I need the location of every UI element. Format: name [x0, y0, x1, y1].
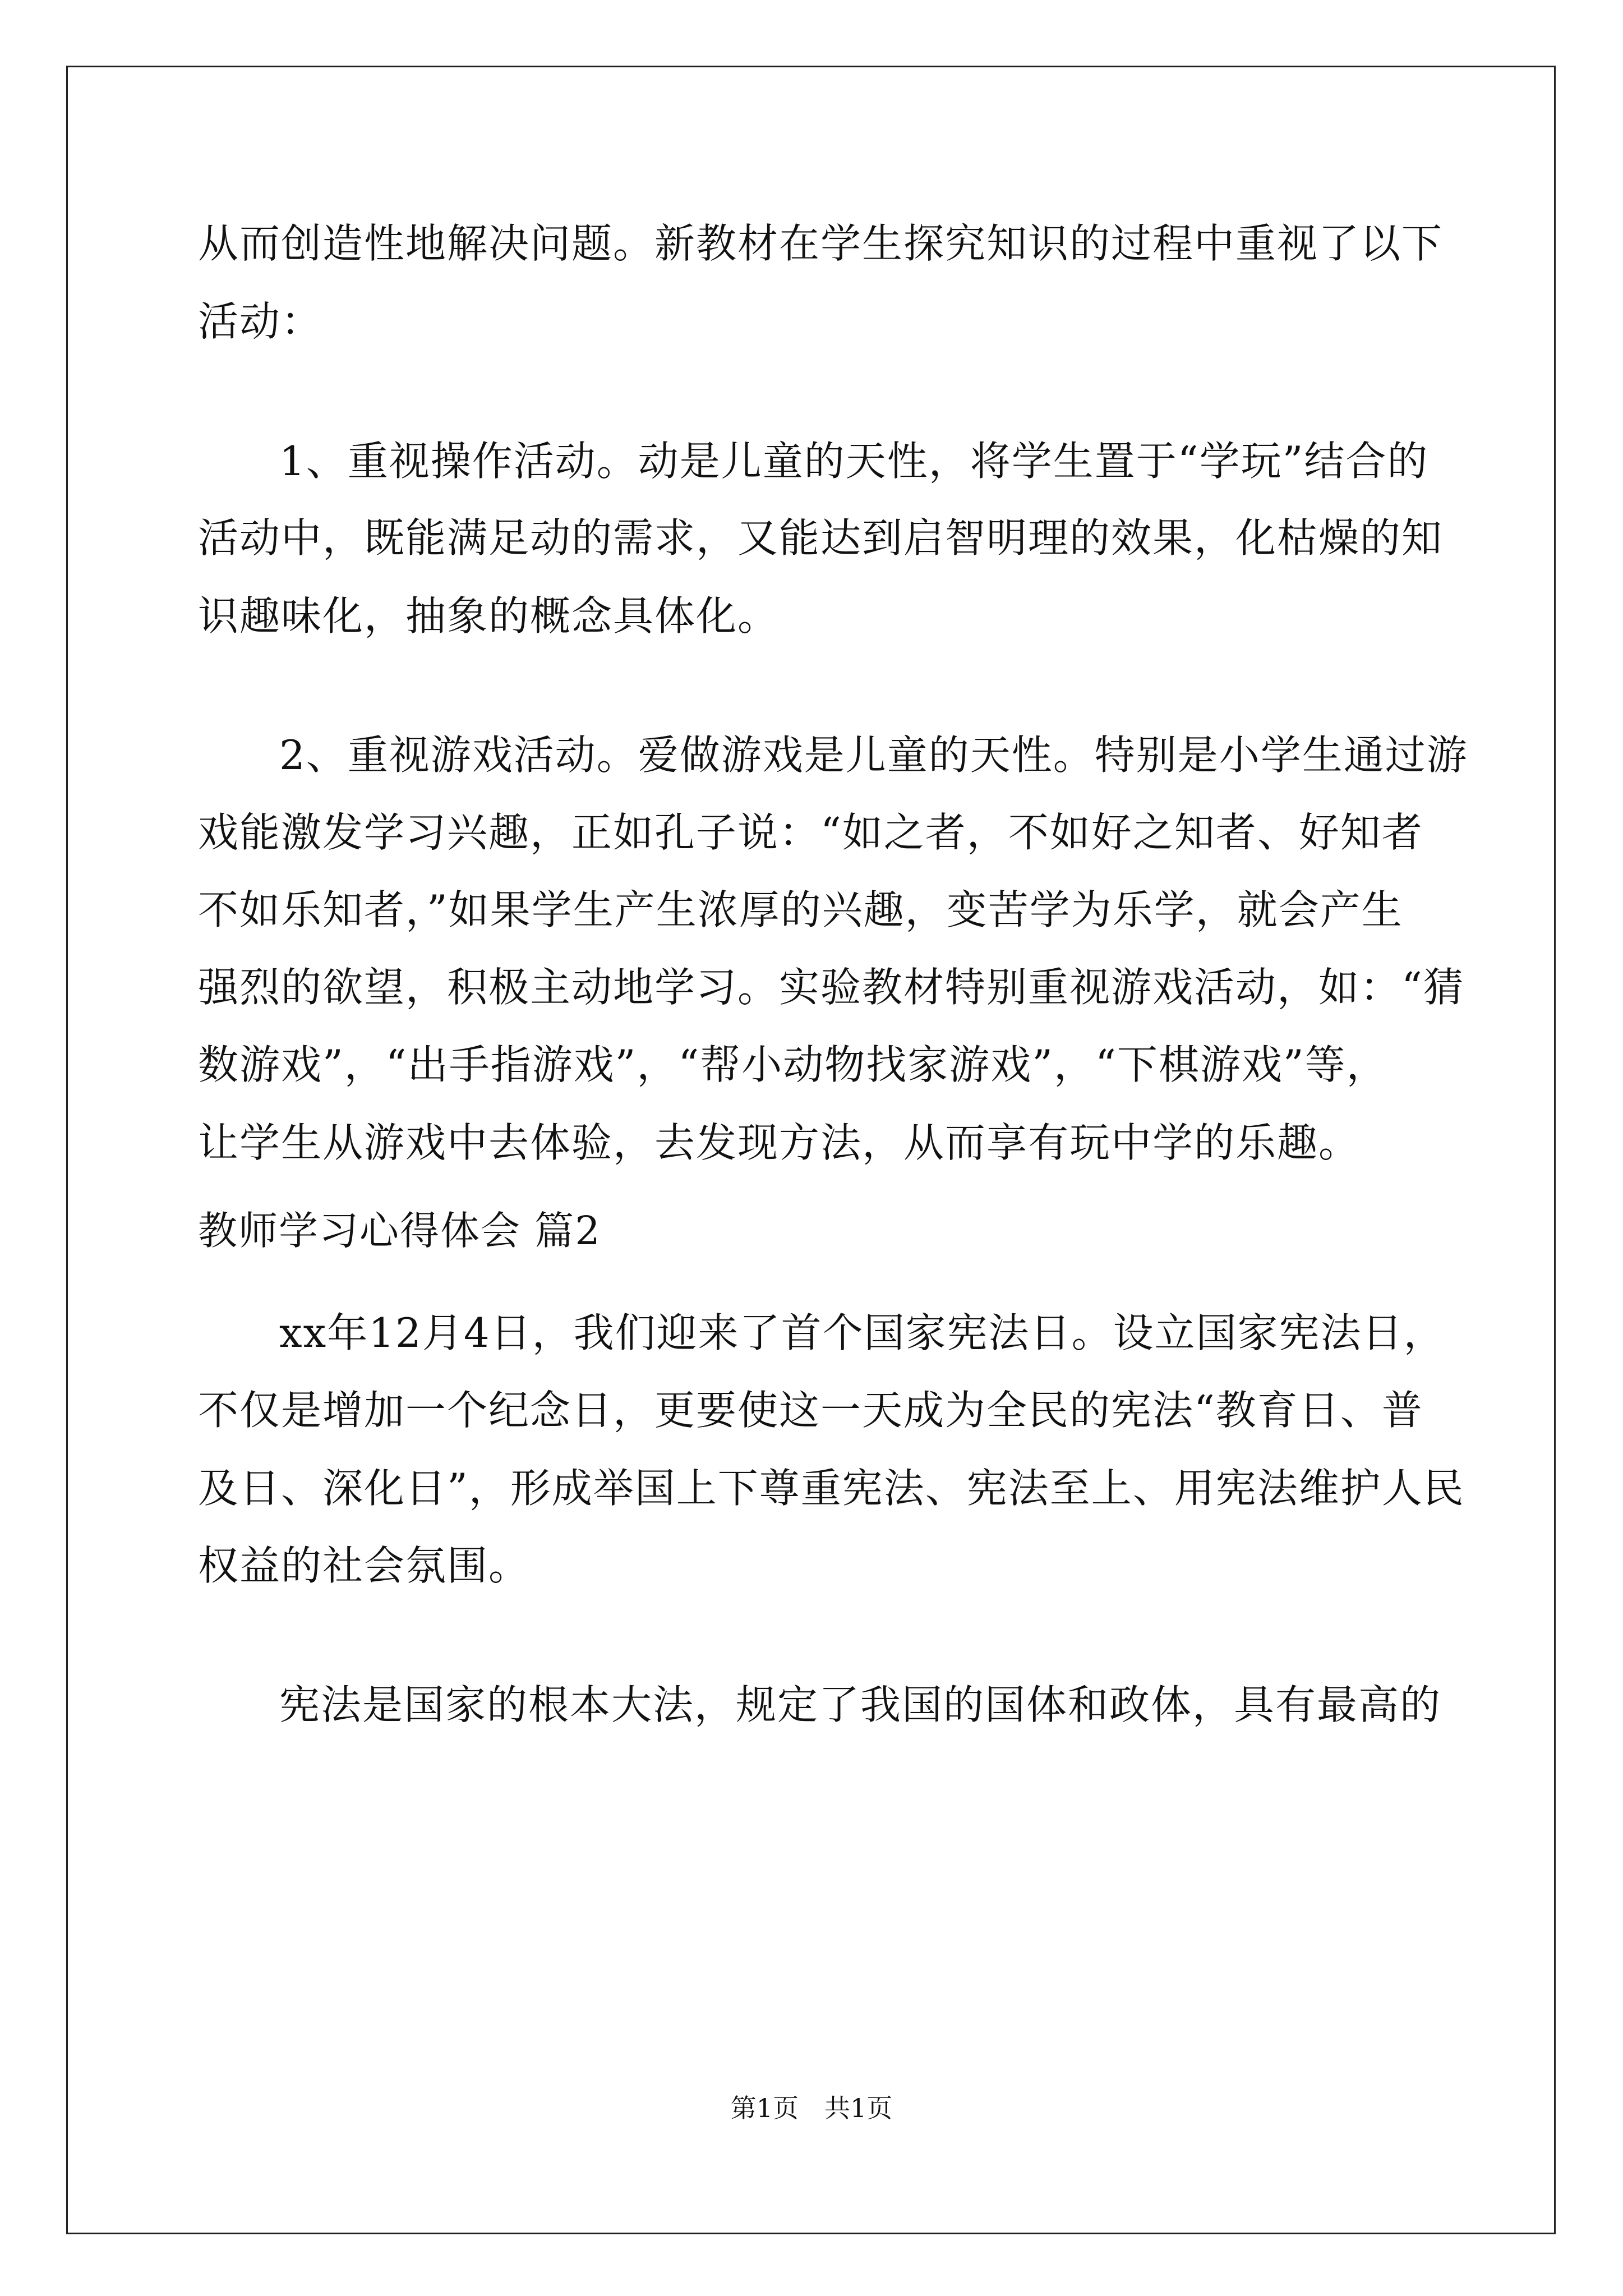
text-line: 强烈的欲望，积极主动地学习。实验教材特别重视游戏活动，如：“猜 — [198, 964, 1465, 1011]
section-heading: 教师学习心得体会 篇2 — [198, 1208, 601, 1254]
text-line: 1、重视操作活动。动是儿童的天性，将学生置于“学玩”结合的 — [279, 438, 1429, 485]
text-line: 2、重视游戏活动。爱做游戏是儿童的天性。特别是小学生通过游 — [279, 731, 1468, 779]
text-line: 不仅是增加一个纪念日，更要使这一天成为全民的宪法“教育日、普 — [198, 1387, 1423, 1434]
text-line: 识趣味化，抽象的概念具体化。 — [198, 592, 780, 639]
text-line: 活动中，既能满足动的需求，又能达到启智明理的效果，化枯燥的知 — [198, 514, 1444, 562]
text-line: 从而创造性地解决问题。新教材在学生探究知识的过程中重视了以下 — [198, 220, 1444, 267]
text-line: 戏能激发学习兴趣，正如孔子说：“如之者，不如好之知者、好知者 — [198, 809, 1423, 856]
text-line: 宪法是国家的根本大法，规定了我国的国体和政体，具有最高的 — [279, 1681, 1442, 1728]
text-line: xx年12月4日，我们迎来了首个国家宪法日。设立国家宪法日， — [279, 1309, 1445, 1356]
text-line: 不如乐知者，”如果学生产生浓厚的兴趣，变苦学为乐学，就会产生 — [198, 886, 1403, 933]
text-line: 让学生从游戏中去体验，去发现方法，从而享有玩中学的乐趣。 — [198, 1119, 1361, 1166]
text-line: 数游戏”，“出手指游戏”，“帮小动物找家游戏”，“下棋游戏”等， — [198, 1041, 1388, 1088]
text-line: 及日、深化日”，形成举国上下尊重宪法、宪法至上、用宪法维护人民 — [198, 1465, 1465, 1512]
page-number: 第1页 共1页 — [730, 2093, 893, 2123]
text-line: 权益的社会氛围。 — [198, 1542, 531, 1589]
text-line: 活动： — [198, 298, 323, 345]
